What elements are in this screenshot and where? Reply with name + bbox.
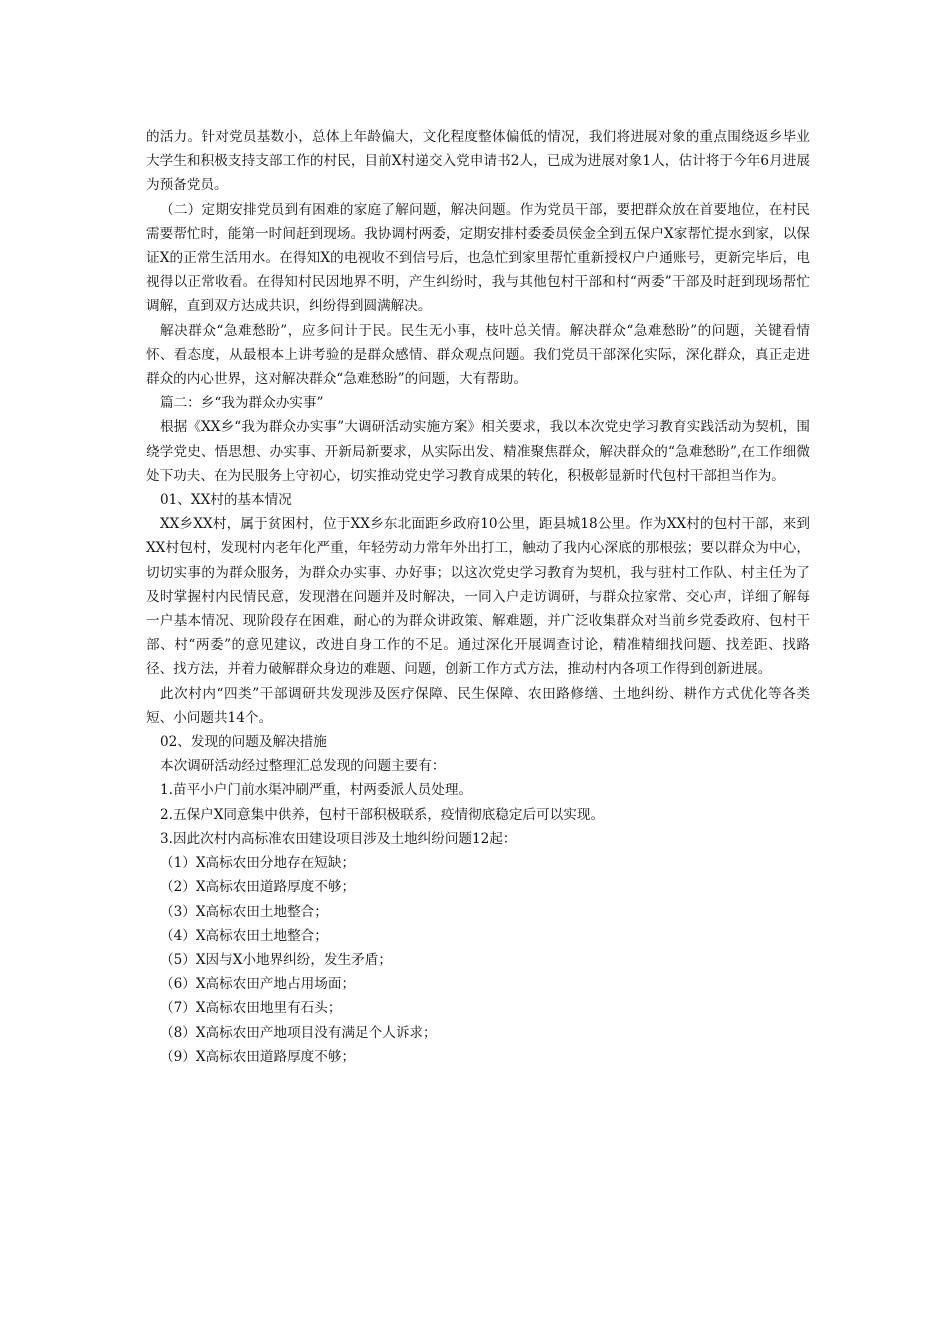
document-body	[146, 125, 810, 1069]
paragraph: 根据《XX乡“我为群众办实事”大调研活动实施方案》相关要求，我以本次党史学习教育实践活动为契机，围绕学党史、悟思想、办实事、开新局新要求，从实际出发、精准聚焦群众，解决群众的“急难愁盼”,在工作细微处下功夫、在为民服务上守初心，切实推动党史学习教育成果的转化，积极彰显新时代包村干部担当作为。	[146, 419, 810, 484]
sub-list-item: （3）X高标农田土地整合；	[160, 903, 328, 920]
paragraph: 本次调研活动经过整理汇总发现的问题主要有：	[160, 758, 446, 775]
sub-list-item: （8）X高标农田产地项目没有满足个人诉求；	[160, 1024, 437, 1041]
section-heading: 篇二：乡“我为群众办实事”	[160, 395, 324, 412]
paragraph: 解决群众“急难愁盼”，应多问计于民。民生无小事，枝叶总关情。解决群众“急难愁盼”的问题，关键看情怀、看态度，从最根本上讲考验的是群众感情、群众观点问题。我们党员干部深化实际，深化群众，真正走进群众的内心世界，这对解决群众“急难愁盼”的问题，大有帮助。	[146, 322, 810, 388]
sub-list-item: （6）X高标农田产地占用场面；	[160, 976, 356, 993]
sub-list-item: （9）X高标农田道路厚度不够；	[160, 1048, 356, 1065]
paragraph: （二）定期安排党员到有困难的家庭了解问题，解决问题。作为党员干部，要把群众放在首要地位，在村民需要帮忙时，能第一时间赶到现场。我协调村两委，定期安排村委委员侯金全到五保户X家帮忙提水到家，以保证X的正常生活用水。在得知X的电视收不到信号后，也急忙到家里帮忙重新授权户户通账号，更新完毕后，电视得以正常收看。在得知村民因地界不明，产生纠纷时，我与其他包村干部和村“两委”干部及时赶到现场帮忙调解，直到双方达成共识，纠纷得到圆满解决。	[146, 201, 810, 315]
sub-list-item: （7）X高标农田地里有石头；	[160, 1000, 342, 1017]
paragraph: 的活力。针对党员基数小，总体上年龄偏大，文化程度整体偏低的情况，我们将进展对象的重点围绕返乡毕业大学生和积极支持支部工作的村民，目前X村递交入党申请书2人，已成为进展对象1人，估计将于今年6月进展为预备党员。	[146, 129, 810, 194]
list-item: 2.五保户X同意集中供养，包村干部积极联系，疫情彻底稳定后可以实现。	[160, 806, 605, 823]
section-heading: 02、发现的问题及解决措施	[160, 734, 327, 751]
paragraph: 此次村内“四类”干部调研共发现涉及医疗保障、民生保障、农田路修缮、土地纠纷、耕作方式优化等各类短、小问题共14个。	[146, 685, 810, 726]
sub-list-item: （1）X高标农田分地存在短缺；	[160, 855, 356, 872]
paragraph: XX乡XX村，属于贫困村，位于XX乡东北面距乡政府10公里，距县城18公里。作为XX村的包村干部，来到XX村包村，发现村内老年化严重，年轻劳动力常年外出打工，触动了我内心深底的那根弦；要以群众为中心，切切实事的为群众服务，为群众办实事、办好事；以这次党史学习教育为契机，我与驻村工作队、村主任为了及时掌握村内民情民意，发现潜在问题并及时解决，一同入户走访调研，与群众拉家常、交心声，详细了解每一户基本情况、现阶段存在困难，耐心的为群众讲政策、解难题，并广泛收集群众对当前乡党委政府、包村干部、村“两委”的意见建议，改进自身工作的不足。通过深化开展调查讨论，精准精细找问题、找差距、找路径、找方法，并着力破解群众身边的难题、问题，创新工作方式方法，推动村内各项工作得到创新进展。	[146, 516, 810, 678]
section-heading: 01、XX村的基本情况	[160, 492, 292, 509]
sub-list-item: （2）X高标农田道路厚度不够；	[160, 879, 356, 896]
list-item: 1.苗平小户门前水渠冲刷严重，村两委派人员处理。	[160, 782, 473, 799]
sub-list-item: （5）X因与X小地界纠纷，发生矛盾；	[160, 951, 392, 968]
sub-list-item: （4）X高标农田土地整合；	[160, 927, 328, 944]
list-item: 3.因此次村内高标准农田建设项目涉及土地纠纷问题12起：	[160, 830, 517, 847]
